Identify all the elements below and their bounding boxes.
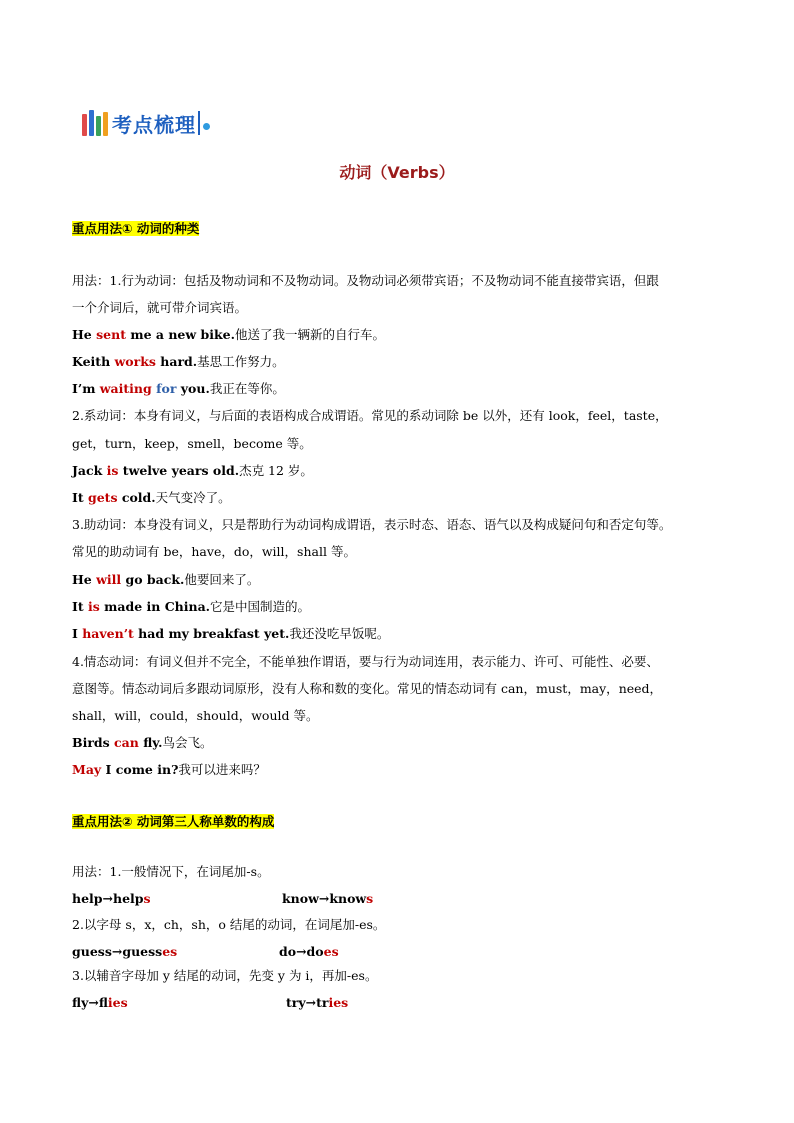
word-pair-row: know→knows	[282, 891, 374, 906]
text-line: 常见的助动词有 be，have，do，will，shall 等。	[72, 544, 356, 559]
text-line: get，turn，keep，smell，become 等。	[72, 436, 312, 451]
logo-divider	[198, 111, 200, 135]
verb-highlight: will	[96, 572, 122, 587]
verb-highlight: is	[106, 463, 119, 478]
verb-highlight: sent	[96, 327, 126, 342]
example-sentence: I haven’t had my breakfast yet.我还没吃早饭呢。	[72, 626, 390, 641]
example-sentence: Jack is twelve years old.杰克 12 岁。	[72, 463, 313, 478]
highlight-heading: 重点用法② 动词第三人称单数的构成	[72, 814, 275, 829]
example-sentence: Keith works hard.基思工作努力。	[72, 354, 285, 369]
rule-line: 3.以辅音字母加 y 结尾的动词，先变 y 为 i，再加-es。	[72, 968, 378, 983]
verb-highlight: gets	[87, 490, 118, 505]
word-pair-row: fly→flies	[72, 995, 128, 1010]
verb-highlight: haven’t	[82, 626, 134, 641]
dot-icon	[203, 123, 210, 130]
section2-heading	[72, 814, 274, 830]
example-sentence: He sent me a new bike.他送了我一辆新的自行车。	[72, 327, 385, 342]
page-title: 动词（Verbs）	[339, 163, 455, 182]
highlight-heading: 重点用法① 动词的种类	[72, 221, 200, 236]
example-sentence: I’m waiting for you.我正在等你。	[72, 381, 285, 396]
rule-line: 用法：1.一般情况下，在词尾加-s。	[72, 864, 270, 879]
example-sentence: It is made in China.它是中国制造的。	[72, 599, 311, 614]
books-icon	[82, 110, 108, 136]
rule-line: 2.以字母 s，x，ch，sh，o 结尾的动词，在词尾加-es。	[72, 917, 386, 932]
text-line: 3.助动词：本身没有词义，只是帮助行为动词构成谓语，表示时态、语态、语气以及构成疑问句和否定句等。	[72, 517, 672, 532]
text-line: 4.情态动词：有词义但并不完全，不能单独作谓语，要与行为动词连用，表示能力、许可、可能性、必要、	[72, 654, 659, 669]
example-sentence: He will go back.他要回来了。	[72, 572, 260, 587]
text-line: 一个介词后，就可带介词宾语。	[72, 300, 248, 315]
verb-highlight: can	[114, 735, 139, 750]
verb-highlight: waiting	[99, 381, 152, 396]
section1-heading	[72, 221, 199, 237]
word-pair-row: do→does	[279, 944, 339, 959]
text-line: 2.系动词：本身有词义，与后面的表语构成合成谓语。常见的系动词除 be 以外，还有 look，feel，taste，	[72, 408, 668, 423]
example-sentence: May I come in?我可以进来吗？	[72, 762, 266, 777]
preposition-highlight: for	[156, 381, 177, 396]
logo-text: 考点梳理	[112, 112, 196, 137]
example-sentence: It gets cold.天气变冷了。	[72, 490, 231, 505]
text-line: 意图等。情态动词后多跟动词原形，没有人称和数的变化。常见的情态动词有 can，must，may，need，	[72, 681, 663, 696]
section-logo	[82, 108, 210, 138]
example-sentence: Birds can fly.鸟会飞。	[72, 735, 213, 750]
word-pair-row: guess→guesses	[72, 944, 178, 959]
word-pair-row: try→tries	[286, 995, 349, 1010]
verb-highlight: May	[72, 762, 102, 777]
verb-highlight: works	[114, 354, 156, 369]
text-line: 用法：1.行为动词：包括及物动词和不及物动词。及物动词必须带宾语；不及物动词不能直接带宾语，但跟	[72, 273, 659, 288]
text-line: shall，will，could，should，would 等。	[72, 708, 319, 723]
word-pair-row: help→helps	[72, 891, 151, 906]
verb-highlight: is	[87, 599, 100, 614]
